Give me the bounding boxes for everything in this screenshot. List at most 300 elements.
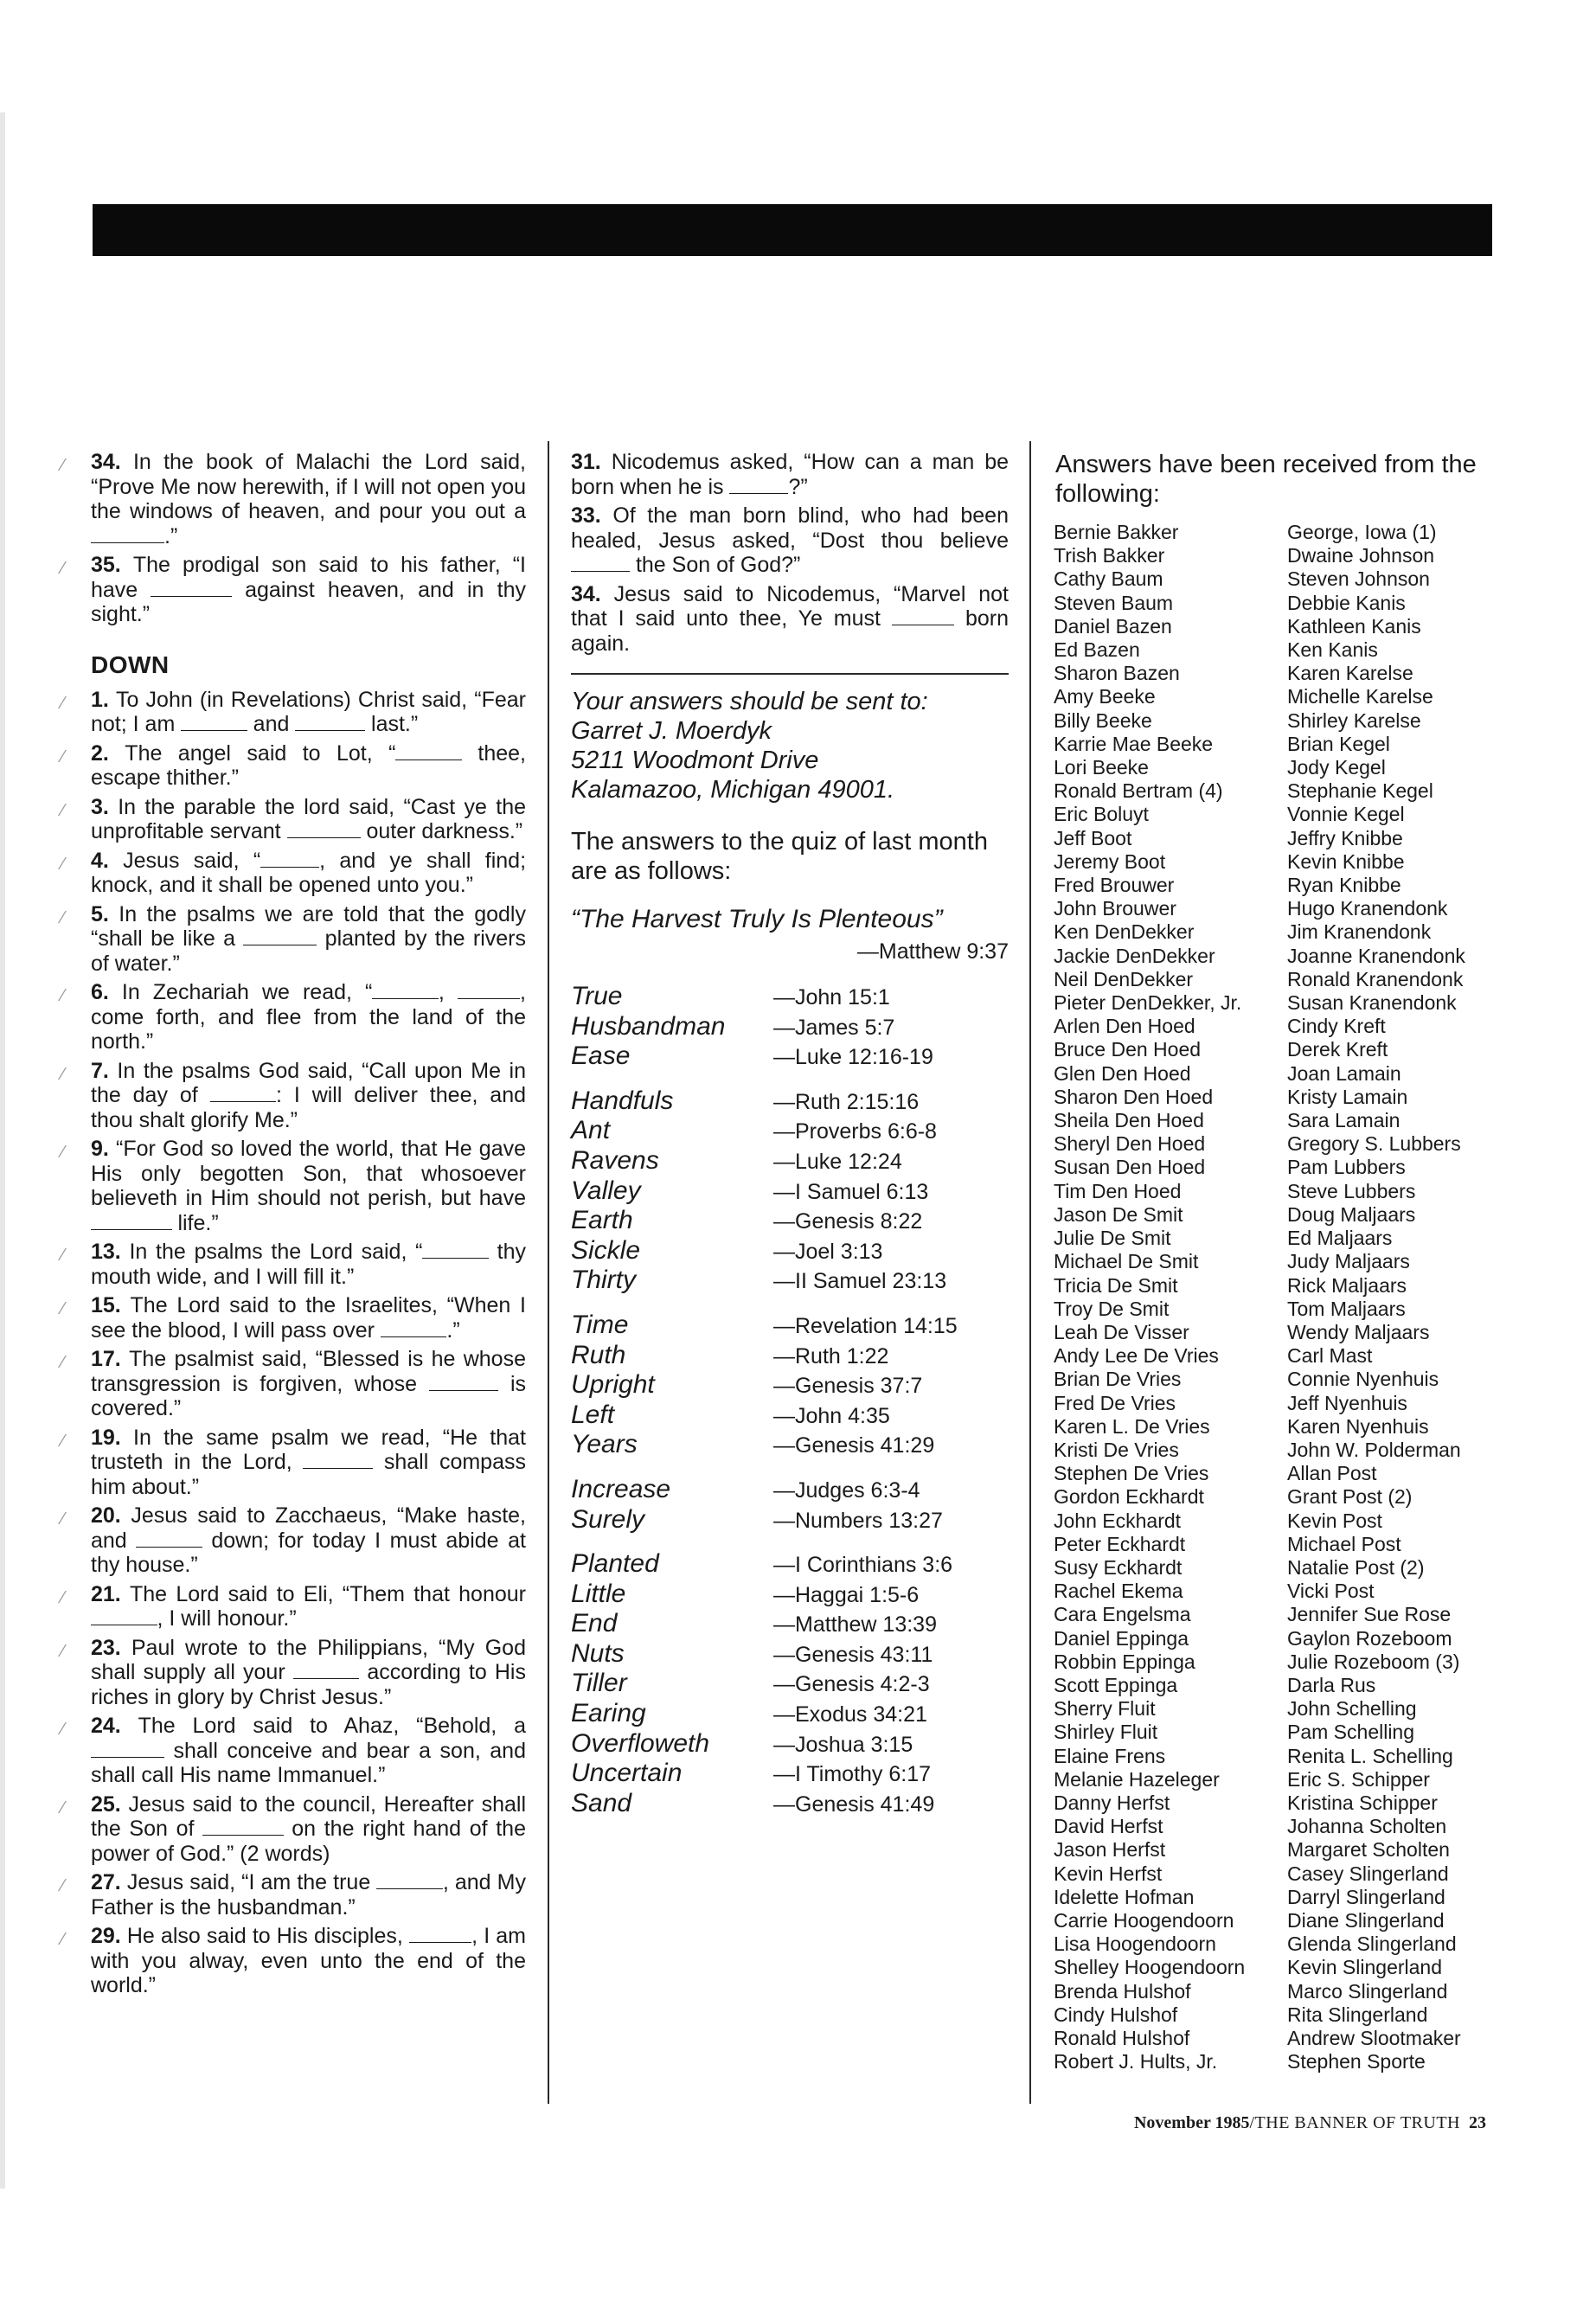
answer-blank xyxy=(91,1228,172,1230)
clue-21 xyxy=(61,1581,526,1631)
clue-text: .” xyxy=(164,523,178,548)
respondent-name: Jason De Smit xyxy=(1054,1202,1183,1226)
answer-row xyxy=(571,1370,1009,1400)
answer-reference: —Judges 6:3-4 xyxy=(773,1477,920,1503)
respondent-name: Derek Kreft xyxy=(1287,1038,1388,1061)
clue-text: In the book of Malachi the Lord said, “Prove Me now herewith, if I will not open you the windows of heaven, and pour you out a xyxy=(91,450,527,523)
respondent-name: Carl Mast xyxy=(1287,1344,1373,1368)
respondent-name: Glenda Slingerland xyxy=(1287,1932,1457,1956)
respondent-name: Daniel Bazen xyxy=(1054,614,1172,638)
clue-text: , and ye shall find; knock, and it shall be opened unto you.” xyxy=(91,848,527,897)
answer-word: Ravens xyxy=(571,1145,659,1175)
clue-text: Nicodemus asked, “How can a man be born when he is xyxy=(571,450,1010,499)
answer-row xyxy=(571,1549,1009,1580)
pencil-mark-icon: ⁄ xyxy=(61,693,65,713)
clue-number: 15. xyxy=(91,1293,131,1317)
respondent-name: Andrew Slootmaker xyxy=(1287,2027,1461,2049)
clue-text: outer darkness.” xyxy=(360,819,523,843)
pencil-mark-icon: ⁄ xyxy=(61,986,65,1005)
respondent-name: Tim Den Hoed xyxy=(1054,1179,1182,1202)
respondent-name: Cara Engelsma xyxy=(1054,1603,1191,1626)
pencil-mark-icon: ⁄ xyxy=(61,1876,65,1895)
respondent-name: Fred Brouwer xyxy=(1054,874,1175,897)
respondent-name: Daniel Eppinga xyxy=(1054,1626,1189,1650)
respondent-name: Gordon Eckhardt xyxy=(1054,1485,1204,1509)
answer-blank xyxy=(381,1336,447,1337)
header-bar xyxy=(93,204,1492,256)
down-clues xyxy=(61,687,527,1998)
respondent-name: Elaine Frens xyxy=(1054,1744,1166,1767)
pencil-mark-icon: ⁄ xyxy=(61,1064,65,1084)
answer-reference: —Matthew 13:39 xyxy=(773,1612,937,1638)
respondent-name: Karen L. De Vries xyxy=(1054,1414,1210,1438)
clue-13 xyxy=(61,1240,527,1289)
clue-text: ?” xyxy=(788,474,808,499)
respondent-name: Jackie DenDekker xyxy=(1054,944,1215,967)
respondent-name: Peter Eckhardt xyxy=(1054,1532,1186,1555)
respondent-name: Ryan Knibbe xyxy=(1287,874,1401,897)
clue-text: on the right hand of the power of God.” (2 words) xyxy=(91,1817,526,1866)
answer-row xyxy=(571,1042,1009,1072)
clue-34 xyxy=(61,450,527,548)
respondent-name: Scott Eppinga xyxy=(1054,1673,1178,1696)
clue-1 xyxy=(61,687,526,737)
clue-5 xyxy=(61,901,526,977)
respondent-name: David Herfst xyxy=(1054,1815,1163,1838)
page-edge xyxy=(0,112,5,2189)
answer-blank xyxy=(293,1677,360,1679)
answer-word: Sickle xyxy=(571,1235,641,1265)
clue-text: Jesus said, “ xyxy=(123,848,261,873)
pencil-mark-icon: ⁄ xyxy=(61,1641,65,1661)
pencil-mark-icon: ⁄ xyxy=(61,854,65,874)
clue-text: Paul wrote to the Philippians, “My God shall supply all your xyxy=(91,1635,526,1684)
answer-blank xyxy=(892,624,954,625)
answer-reference: —Numbers 13:27 xyxy=(773,1508,943,1533)
respondent-name: Tricia De Smit xyxy=(1054,1273,1178,1297)
respondent-name: Jeff Boot xyxy=(1054,826,1132,849)
clue-text: : I will deliver thee, and thou shalt glorify Me.” xyxy=(91,1083,527,1132)
respondent-name: Steven Johnson xyxy=(1287,567,1430,591)
answer-row xyxy=(571,1789,1009,1819)
respondent-name: Karrie Mae Beeke xyxy=(1054,732,1214,755)
answer-reference: —II Samuel 23:13 xyxy=(773,1269,947,1294)
answer-blank xyxy=(91,1624,157,1625)
respondent-name: Steven Baum xyxy=(1054,591,1174,614)
clue-text: is covered.” xyxy=(91,1371,527,1420)
answer-word: Years xyxy=(571,1430,638,1459)
answer-word: Time xyxy=(571,1310,629,1339)
column-divider-left xyxy=(548,441,549,2104)
clue-text: .” xyxy=(446,1317,460,1343)
clue-text: The Lord said to the Israelites, “When I see the blood, I will pass over xyxy=(91,1293,526,1343)
respondent-name: Ken Kanis xyxy=(1287,638,1378,662)
answer-row xyxy=(571,1505,1009,1535)
answer-word: Thirty xyxy=(571,1266,636,1295)
respondent-name: Diane Slingerland xyxy=(1287,1908,1445,1932)
respondent-name: Cindy Hulshof xyxy=(1054,2003,1178,2026)
respondent-name: Kevin Post xyxy=(1287,1509,1382,1532)
respondent-name: Arlen Den Hoed xyxy=(1054,1015,1195,1038)
answer-word: Planted xyxy=(571,1549,659,1579)
footer-separator: / xyxy=(1249,2113,1255,2132)
answer-blank xyxy=(729,492,788,494)
clue-text: shall compass him about.” xyxy=(91,1450,526,1499)
clue-number: 1. xyxy=(91,687,116,712)
respondent-name: Bruce Den Hoed xyxy=(1054,1038,1202,1061)
answer-word: End xyxy=(571,1609,618,1638)
answer-row xyxy=(571,1311,1009,1341)
address-name: Garret J. Moerdyk xyxy=(571,717,772,745)
middle-across-clues xyxy=(571,450,1009,656)
page-footer xyxy=(1112,2113,1486,2133)
respondent-name: Steve Lubbers xyxy=(1287,1179,1416,1202)
answer-group xyxy=(571,982,1009,1072)
answer-row xyxy=(571,1116,1009,1146)
answer-row xyxy=(571,982,1009,1012)
answer-word: Ease xyxy=(571,1042,631,1071)
answer-word: Earing xyxy=(571,1699,646,1728)
answer-row xyxy=(571,1176,1009,1207)
answer-reference: —Ruth 2:15:16 xyxy=(773,1089,920,1114)
answer-blank xyxy=(287,836,361,838)
respondent-name: John Eckhardt xyxy=(1054,1509,1182,1532)
answer-reference: —Exodus 34:21 xyxy=(773,1702,927,1727)
respondent-name: Troy De Smit xyxy=(1054,1297,1170,1320)
respondent-name: Sharon Den Hoed xyxy=(1054,1085,1214,1108)
respondent-name: Stephen Sporte xyxy=(1287,2050,1426,2073)
respondent-name: Kristy Lamain xyxy=(1287,1085,1408,1108)
answer-blank xyxy=(243,944,317,945)
answer-blank xyxy=(458,997,520,999)
pencil-mark-icon: ⁄ xyxy=(61,1930,65,1949)
answer-reference: —James 5:7 xyxy=(773,1015,895,1040)
pencil-mark-icon: ⁄ xyxy=(61,1143,65,1162)
respondent-name: Jennifer Sue Rose xyxy=(1287,1603,1452,1626)
clue-text: down; for today I must abide at thy house.” xyxy=(91,1528,526,1577)
answer-word: Sand xyxy=(571,1788,632,1817)
respondent-name: Bernie Bakker xyxy=(1054,521,1179,543)
clue-27 xyxy=(61,1870,527,1920)
clue-number: 33. xyxy=(571,503,613,528)
clue-text: , xyxy=(438,980,458,1004)
answer-word: Left xyxy=(571,1400,615,1429)
respondent-name: Susan Kranendonk xyxy=(1287,991,1457,1015)
clue-number: 3. xyxy=(91,794,119,819)
respondent-name: Shelley Hoogendoorn xyxy=(1054,1956,1246,1979)
clue-text: The angel said to Lot, “ xyxy=(125,740,396,766)
pencil-mark-icon: ⁄ xyxy=(61,747,65,766)
respondent-name: Renita L. Schelling xyxy=(1287,1744,1453,1767)
respondent-name: Julie Rozeboom (3) xyxy=(1287,1650,1460,1673)
respondent-name: Billy Beeke xyxy=(1054,708,1152,732)
clue-number: 20. xyxy=(91,1503,131,1528)
answer-word: Husbandman xyxy=(571,1011,726,1041)
respondent-name: Cindy Kreft xyxy=(1287,1015,1386,1038)
answer-blank xyxy=(372,997,439,999)
clue-text: Jesus said to Nicodemus, “Marvel not that I said unto thee, Ye must xyxy=(571,581,1009,631)
answer-group xyxy=(571,1311,1009,1460)
respondent-name: Judy Maljaars xyxy=(1287,1250,1410,1273)
clue-text: shall conceive and bear a son, and shall call His name Immanuel.” xyxy=(91,1738,526,1787)
answer-row xyxy=(571,1580,1009,1610)
answer-blank xyxy=(210,1100,277,1102)
answer-blank xyxy=(395,759,462,760)
quiz-title: “The Harvest Truly Is Plenteous” xyxy=(571,905,943,933)
pencil-mark-icon: ⁄ xyxy=(61,1299,65,1318)
respondent-name: Vicki Post xyxy=(1287,1580,1375,1603)
answer-word: Earth xyxy=(571,1206,633,1235)
respondent-name: Danny Herfst xyxy=(1054,1791,1170,1814)
clue-text: , come forth, and flee from the land of the north.” xyxy=(91,980,526,1054)
clue-text: against heaven, and in thy sight.” xyxy=(91,577,526,626)
clue-text: the Son of God?” xyxy=(630,553,801,577)
answer-blank xyxy=(429,1389,499,1391)
answer-row xyxy=(571,1699,1009,1729)
respondent-name: Karen Karelse xyxy=(1287,662,1413,685)
pencil-mark-icon: ⁄ xyxy=(61,1246,65,1265)
respondent-name: Joanne Kranendonk xyxy=(1287,944,1465,967)
answer-reference: —I Timothy 6:17 xyxy=(773,1762,932,1787)
respondent-name: Darryl Slingerland xyxy=(1287,1885,1445,1908)
answer-blank xyxy=(181,729,247,731)
respondent-name: Lisa Hoogendoorn xyxy=(1054,1932,1216,1956)
answer-blank xyxy=(91,1756,164,1758)
clue-6 xyxy=(61,980,526,1054)
answer-list xyxy=(571,982,1009,1818)
answer-reference: —Luke 12:24 xyxy=(773,1149,902,1174)
clue-text: , I will honour.” xyxy=(157,1606,297,1631)
clue-text: born again. xyxy=(571,606,1009,656)
clue-text: , and My Father is the husbandman.” xyxy=(91,1870,527,1920)
respondent-name: Tom Maljaars xyxy=(1287,1297,1406,1320)
clue-text: In the psalms we are told that the godly “shall be like a xyxy=(91,901,526,951)
respondent-name: Ronald Hulshof xyxy=(1054,2027,1190,2049)
submission-address xyxy=(571,687,1009,804)
quiz-citation: —Matthew 9:37 xyxy=(856,939,1009,964)
clue-25 xyxy=(61,1791,526,1867)
pencil-mark-icon: ⁄ xyxy=(61,1720,65,1739)
answer-reference: —Joel 3:13 xyxy=(773,1239,883,1264)
respondent-name: Connie Nyenhuis xyxy=(1287,1368,1439,1391)
respondent-name: Sherry Fluit xyxy=(1054,1697,1156,1721)
respondent-name: Johanna Scholten xyxy=(1287,1815,1447,1838)
answers-intro: The answers to the quiz of last month are as follows: xyxy=(571,828,988,885)
respondent-name: Pieter DenDekker, Jr. xyxy=(1054,991,1242,1015)
section-rule xyxy=(571,673,1009,675)
send-to-heading: Your answers should be sent to: xyxy=(571,688,928,715)
respondent-name: Carrie Hoogendoorn xyxy=(1054,1908,1234,1932)
answer-reference: —Genesis 43:11 xyxy=(773,1642,933,1667)
respondent-name: Eric S. Schipper xyxy=(1287,1767,1430,1791)
clue-text: Jesus said to the council, Hereafter shall the Son of xyxy=(91,1791,526,1841)
answer-group xyxy=(571,1549,1009,1818)
respondent-name: Jim Kranendonk xyxy=(1287,920,1432,944)
answer-blank xyxy=(136,1546,202,1548)
answer-blank xyxy=(91,542,164,543)
respondent-name: Ronald Bertram (4) xyxy=(1054,779,1223,803)
respondent-name: Gregory S. Lubbers xyxy=(1287,1132,1461,1156)
answer-reference: —Haggai 1:5-6 xyxy=(773,1582,920,1607)
respondent-name: Neil DenDekker xyxy=(1054,967,1194,990)
answer-row xyxy=(571,1086,1009,1117)
answer-word: Ant xyxy=(571,1116,611,1145)
answer-reference: —Genesis 37:7 xyxy=(773,1374,923,1399)
clue-number: 35. xyxy=(91,553,133,577)
names-column-2 xyxy=(1287,521,1465,2073)
answer-reference: —Genesis 8:22 xyxy=(773,1209,923,1234)
respondent-name: Cathy Baum xyxy=(1054,567,1163,591)
answer-row xyxy=(571,1146,1009,1176)
footer-month: November 1985 xyxy=(1133,2113,1250,2132)
respondent-name: Rick Maljaars xyxy=(1287,1273,1407,1297)
clue-number: 19. xyxy=(91,1425,133,1450)
clue-20 xyxy=(61,1503,526,1578)
footer-publication: THE BANNER OF TRUTH xyxy=(1254,2113,1460,2132)
respondent-name: John Schelling xyxy=(1287,1697,1417,1721)
clue-text: In the psalms God said, “Call upon Me in the day of xyxy=(91,1058,526,1107)
clue-34 xyxy=(571,582,1009,657)
respondent-name: Sheryl Den Hoed xyxy=(1054,1132,1206,1156)
answer-blank xyxy=(295,729,365,731)
respondent-name: Sharon Bazen xyxy=(1054,662,1180,685)
clue-number: 34. xyxy=(91,450,133,474)
answer-reference: —Revelation 14:15 xyxy=(773,1313,958,1338)
answer-word: Nuts xyxy=(571,1638,625,1668)
clue-text: In the parable the lord said, “Cast ye the unprofitable servant xyxy=(91,794,527,843)
answer-word: Valley xyxy=(571,1176,641,1205)
respondent-name: Grant Post (2) xyxy=(1287,1485,1413,1509)
respondent-name: Ken DenDekker xyxy=(1054,920,1195,944)
clue-number: 4. xyxy=(91,848,124,873)
names-column-1 xyxy=(1054,521,1287,2073)
clue-number: 25. xyxy=(91,1791,129,1817)
clue-text: planted by the rivers of water.” xyxy=(91,926,526,976)
respondent-name: Julie De Smit xyxy=(1054,1227,1171,1250)
clue-3 xyxy=(61,794,527,844)
clue-text: The Lord said to Eli, “Them that honour xyxy=(130,1581,526,1606)
answer-reference: —I Corinthians 3:6 xyxy=(773,1553,953,1578)
clue-number: 29. xyxy=(91,1924,127,1948)
respondent-name: Amy Beeke xyxy=(1054,685,1156,708)
column-divider-right xyxy=(1029,441,1031,2104)
answer-word: Handfuls xyxy=(571,1086,674,1115)
clue-number: 5. xyxy=(91,901,119,926)
respondent-name: Casey Slingerland xyxy=(1287,1862,1449,1885)
clue-number: 34. xyxy=(571,581,614,606)
clue-text: thy mouth wide, and I will fill it.” xyxy=(91,1240,527,1289)
answer-blank xyxy=(202,1834,284,1836)
clue-text: last.” xyxy=(365,712,419,736)
answer-row xyxy=(571,1341,1009,1371)
clue-text: The psalmist said, “Blessed is he whose transgression is forgiven, whose xyxy=(91,1347,526,1396)
clue-text: , I am with you alway, even unto the end of the world.” xyxy=(91,1924,526,1997)
respondent-name: John Brouwer xyxy=(1054,897,1176,920)
answer-word: Increase xyxy=(571,1474,671,1503)
answer-row xyxy=(571,1430,1009,1460)
clue-4 xyxy=(61,848,527,898)
respondent-name: Jeff Nyenhuis xyxy=(1287,1391,1407,1414)
respondent-name: Brenda Hulshof xyxy=(1054,1979,1191,2003)
clue-number: 27. xyxy=(91,1870,127,1894)
respondent-name: Susan Den Hoed xyxy=(1054,1156,1206,1179)
clue-text: Jesus said to Zacchaeus, “Make haste, and xyxy=(91,1503,526,1553)
clue-number: 13. xyxy=(91,1240,130,1264)
respondent-name: Sheila Den Hoed xyxy=(1054,1109,1204,1132)
clue-text: The Lord said to Ahaz, “Behold, a xyxy=(138,1714,526,1738)
answer-row xyxy=(571,1609,1009,1639)
respondent-name: Michael Post xyxy=(1287,1532,1401,1555)
respondent-name: Pam Lubbers xyxy=(1287,1156,1406,1179)
respondent-name: Robert J. Hults, Jr. xyxy=(1054,2050,1218,2073)
clue-number: 17. xyxy=(91,1347,130,1371)
respondent-name: Jeffry Knibbe xyxy=(1287,826,1403,849)
clue-text: In Zechariah we read, “ xyxy=(121,980,373,1004)
answer-word: Ruth xyxy=(571,1340,626,1369)
respondent-name: Jason Herfst xyxy=(1054,1838,1166,1862)
answer-blank xyxy=(260,866,319,868)
respondent-name: Doug Maljaars xyxy=(1287,1202,1416,1226)
pencil-mark-icon: ⁄ xyxy=(61,907,65,927)
clue-text: In the psalms the Lord said, “ xyxy=(129,1240,423,1264)
respondent-name: George, Iowa (1) xyxy=(1287,521,1437,543)
respondents-heading: Answers have been received from the following: xyxy=(1055,451,1477,508)
pencil-mark-icon: ⁄ xyxy=(61,559,65,578)
answer-blank xyxy=(409,1941,471,1943)
respondent-name: Glen Den Hoed xyxy=(1054,1061,1191,1085)
down-heading: DOWN xyxy=(91,651,170,678)
clue-text: according to His riches in glory by Christ Jesus.” xyxy=(91,1660,526,1709)
clue-9 xyxy=(61,1137,527,1235)
pencil-mark-icon: ⁄ xyxy=(61,1509,65,1529)
clue-text: “For God so loved the world, that He gave His only begotten Son, that whosoever believeth in Him should not perish, but have xyxy=(91,1137,527,1210)
respondent-name: Sara Lamain xyxy=(1287,1109,1401,1132)
answer-row xyxy=(571,1236,1009,1266)
answer-word: Little xyxy=(571,1579,626,1608)
answer-blank xyxy=(571,570,630,572)
respondent-name: Eric Boluyt xyxy=(1054,803,1149,826)
respondent-name: Andy Lee De Vries xyxy=(1054,1344,1219,1368)
respondent-name: Melanie Hazeleger xyxy=(1054,1767,1220,1791)
clue-text: and xyxy=(247,712,296,736)
address-city: Kalamazoo, Michigan 49001. xyxy=(571,776,895,804)
answer-blank xyxy=(422,1257,489,1259)
answer-word: Tiller xyxy=(571,1669,627,1698)
answer-reference: —Joshua 3:15 xyxy=(773,1732,913,1757)
answer-word: Overfloweth xyxy=(571,1728,710,1758)
pencil-mark-icon: ⁄ xyxy=(61,1798,65,1817)
respondent-name: Ed Maljaars xyxy=(1287,1227,1393,1250)
respondent-name: Ronald Kranendonk xyxy=(1287,967,1464,990)
respondent-name: Debbie Kanis xyxy=(1287,591,1406,614)
answer-row xyxy=(571,1729,1009,1759)
left-column xyxy=(61,450,527,2003)
answer-group xyxy=(571,1086,1009,1296)
respondent-name: Darla Rus xyxy=(1287,1673,1376,1696)
clue-text: The prodigal son said to his father, “I have xyxy=(91,553,526,602)
answer-blank xyxy=(151,595,232,597)
respondent-name: Hugo Kranendonk xyxy=(1287,897,1448,920)
clue-text: To John (in Revelations) Christ said, “Fear not; I am xyxy=(91,687,526,736)
respondent-name: Lori Beeke xyxy=(1054,756,1149,779)
pencil-mark-icon: ⁄ xyxy=(61,1431,65,1451)
respondent-name: Natalie Post (2) xyxy=(1287,1555,1425,1579)
respondent-name: Robbin Eppinga xyxy=(1054,1650,1195,1673)
respondent-name: Marco Slingerland xyxy=(1287,1979,1448,2003)
clue-text: In the same psalm we read, “He that trusteth in the Lord, xyxy=(91,1425,527,1474)
pencil-mark-icon: ⁄ xyxy=(61,456,65,475)
clue-31 xyxy=(571,450,1009,499)
